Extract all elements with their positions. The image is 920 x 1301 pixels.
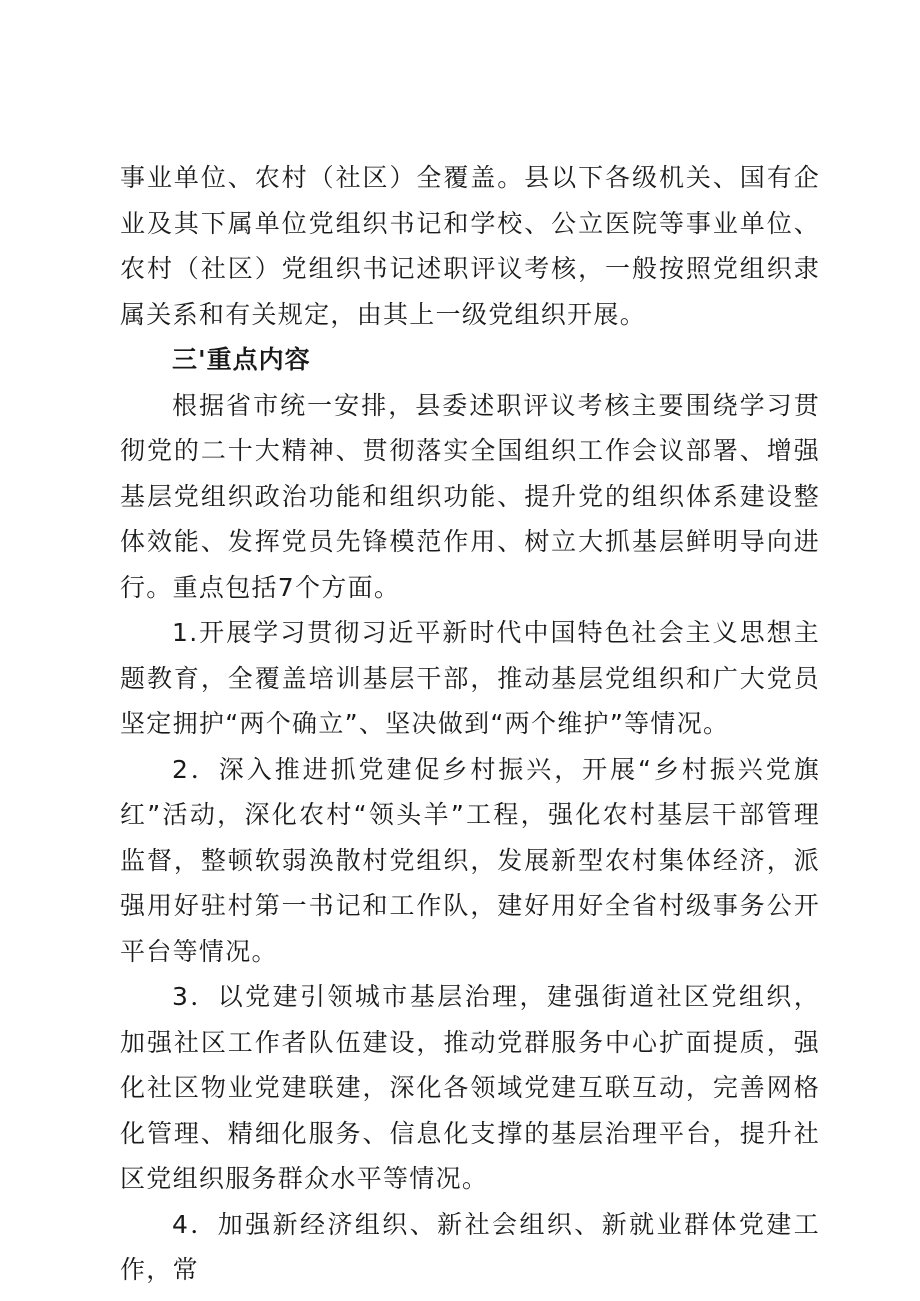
list-item-2: 2．深入推进抓党建促乡村振兴，开展“乡村振兴党旗红”活动，深化农村“领头羊”工程，强化农村基层干部管理监督，整顿软弱涣散村党组织，发展新型农村集体经济，派强用好驻村第一书记和工作队，建好用好全省村级事务公开平台等情况。 [120,754,820,966]
list-item-4: 4．加强新经济组织、新社会组织、新就业群体党建工作，常 [120,1209,820,1284]
intro-paragraph: 根据省市统一安排，县委述职评议考核主要围绕学习贯彻党的二十大精神、贯彻落实全国组织工作会议部署、增强基层党组织政治功能和组织功能、提升党的组织体系建设整体效能、发挥党员先锋模范作用、树立大抓基层鲜明导向进行。重点包括7个方面。 [120,390,820,602]
section-heading: 三'重点内容 [172,345,311,374]
document-body [120,155,820,1293]
list-item-1: 1.开展学习贯彻习近平新时代中国特色社会主义思想主题教育，全覆盖培训基层干部，推动基层党组织和广大党员坚定拥护“两个确立”、坚决做到“两个维护”等情况。 [120,618,820,738]
list-item-3: 3．以党建引领城市基层治理，建强街道社区党组织，加强社区工作者队伍建设，推动党群服务中心扩面提质，强化社区物业党建联建，深化各领域党建互联互动，完善网格化管理、精细化服务、信息化支撑的基层治理平台，提升社区党组织服务群众水平等情况。 [120,982,820,1193]
continuation-paragraph: 事业单位、农村（社区）全覆盖。县以下各级机关、国有企业及其下属单位党组织书记和学校、公立医院等事业单位、农村（社区）党组织书记述职评议考核，一般按照党组织隶属关系和有关规定，由其上一级党组织开展。 [120,163,820,329]
